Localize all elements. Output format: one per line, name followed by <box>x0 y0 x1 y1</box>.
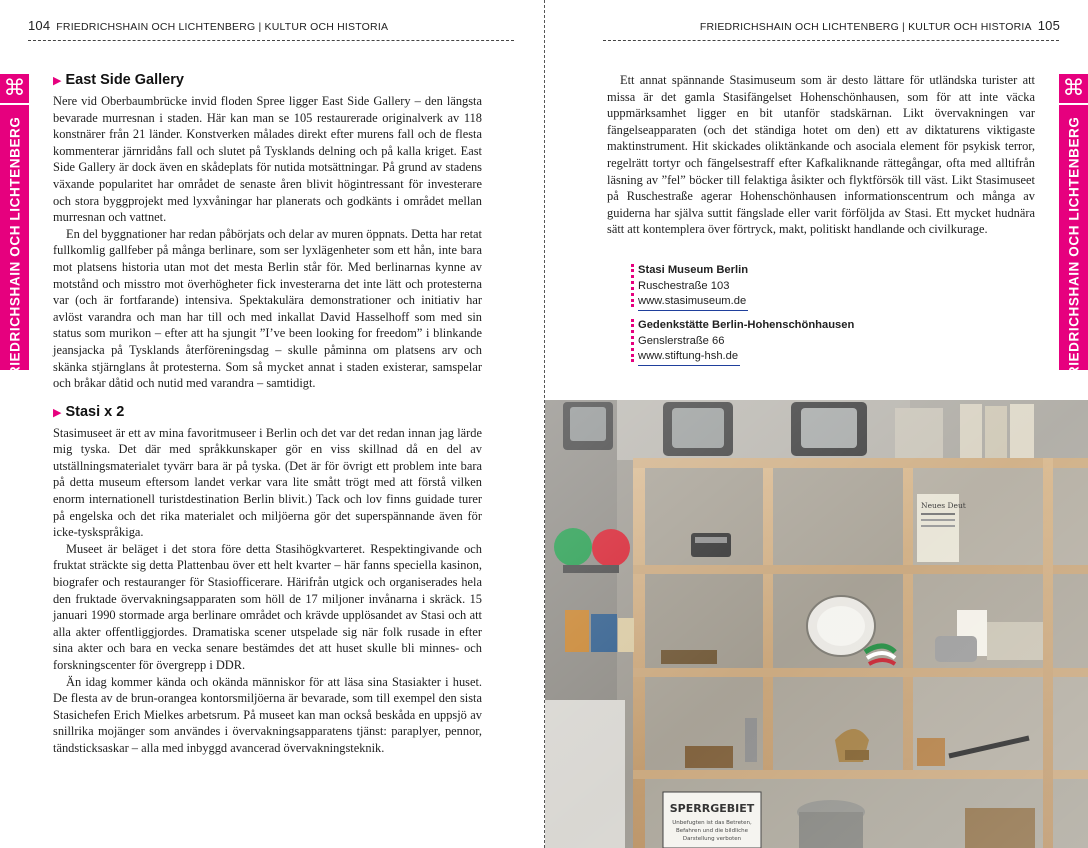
paragraph: Stasimuseet är ett av mina favoritmuseer i Berlin och det var det redan innan jag lärde mig tyska. Det där med språkkunskaper gör en viss skillnad då en del av utställningsmaterialet tyvärr bara är på tyska. (Det är för övrigt ett problem inte bara på detta museum eftersom landet verkar vara lite smått trögt med att förstå vilken enorm internationell turistdestination Berlin blivit.) Tack och lov finns guidade turer på engelska och det rika materialet och miljöerna gör det superspännande även för icke-tyskspråkiga. <box>53 425 482 540</box>
paragraph: Än idag kommer kända och okända människor för att läsa sina Stasiakter i huset. De flesta av de brun-orangea kontorsmiljöerna är bevarade, som till exempel den sista Stasichefen Erich Mielkes arbetsrum. På museet kan man också beskåda en uppsjö av snillrika mojänger som användes i övervakningsapparatens tjänst: paraplyer, pennor, tändsticksaskar – alla med inbyggd avancerad övervakningsteknik. <box>53 674 482 755</box>
left-head-rule <box>28 40 514 41</box>
info-name: Gedenkstätte Berlin-Hohenschönhausen <box>638 319 855 331</box>
right-running-head-text: FRIEDRICHSHAIN OCH LICHTENBERG | KULTUR OCH HISTORIA <box>699 21 1032 33</box>
right-side-tab-label: FRIEDRICHSHAIN OCH LICHTENBERG <box>1066 116 1081 385</box>
right-page-number: 105 <box>1037 18 1060 33</box>
paragraph: Museet är beläget i det stora före detta Stasihögkvarteret. Respektingivande och fruktat sträckte sig detta Plattenbau över ett helt kvarter – här fanns speciella kasinon, biografer och restauranger för Stasiofficerare. Härifrån utgick och organiserades hela den fruktade övervakningsapparaten som höll de 17 miljoner invånarna i skräck. 15 januari 1990 stormade arga berlinare området och krävde upplösandet av Stasi och att alla akter offentliggjordes. Dramatiska scener utspelade sig när folk rusade in efter sina akter och bara en vecka senare bestämdes det att huset skulle bli minnes- och forskningscenter för övergrepp i DDR. <box>53 541 482 672</box>
right-side-tab <box>1059 74 1088 385</box>
paragraph: En del byggnationer har redan påbörjats och delar av muren öppnats. Detta har retat fullkomlig gallfeber på många berlinare, som ser lyxlägenheter som ett hån, inte bara mot platsens historia utan mot det mesta Berlin står för. Med berlinarnas kynne av motstånd och misstro mot överhögheter fick investerarna det inte lätt och protesterna var (och är fortfarande) intensiva. Spektakulära demonstrationer och initiativ har avlöst varandra och man har till och med inkallat David Hasselhoff som med sin status som murikon – efter att ha sjungit ”I’ve been looking for freedom” i blinkande jeansjacka på Tysklands återföreningsdag – skulle påminna om platsens arv och skänka stjärnglans åt protesterna. Som så mycket annat i staden existerar, samspelar och bråkar dåtid och nutid med varandra – samtidigt. <box>53 226 482 391</box>
info-name: Stasi Museum Berlin <box>638 264 749 276</box>
info-url-link[interactable]: www.stasimuseum.de <box>638 294 748 311</box>
heading-text: East Side Gallery <box>65 72 184 88</box>
left-text-column <box>53 72 482 757</box>
paragraph: Nere vid Oberbaumbrücke invid floden Spree ligger East Side Gallery – den längsta bevarade murresnan i staden. Här kan man se 105 restaurerade originalverk av 118 konstnärer från 21 länder. Konstverken målades direkt efter murens fall och de flesta kommenterar järnridåns fall och slutet på Tysklands delning och på kalla kriget. East Side Gallery är dock även en skådeplats för nutida motsättningar. På grund av stadens växande popularitet har området de senaste åren blivit högintressant för investerare och stora byggprojekt med lyxvåningar har planerats och godkänts i området mellan murresnan och vattnet. <box>53 94 482 225</box>
right-running-head <box>700 18 1060 33</box>
triangle-marker-icon: ▶ <box>53 75 62 87</box>
right-page <box>545 0 1088 848</box>
museum-info-box <box>635 262 935 372</box>
dotted-accent-bar <box>631 264 634 307</box>
section-gap <box>53 392 482 404</box>
right-text-column <box>607 72 1035 238</box>
left-running-head <box>28 18 388 33</box>
left-side-tab <box>0 74 29 385</box>
left-running-head-text: FRIEDRICHSHAIN OCH LICHTENBERG | KULTUR OCH HISTORIA <box>56 21 389 33</box>
right-head-rule <box>603 40 1059 41</box>
info-address: Ruschestraße 103 <box>638 280 730 292</box>
info-entry-stasi-museum <box>635 262 935 311</box>
heading-text: Stasi x 2 <box>65 403 125 420</box>
info-address: Genslerstraße 66 <box>638 335 725 347</box>
left-page-number: 104 <box>28 18 51 33</box>
photo-illustration <box>545 400 1088 848</box>
command-icon: ⌘ <box>1059 74 1088 105</box>
dotted-accent-bar <box>631 319 634 362</box>
glass-reflection <box>545 400 1088 848</box>
museum-display-photo <box>545 400 1088 848</box>
section-heading-stasi <box>53 404 482 420</box>
section-heading-east-side-gallery <box>53 72 482 88</box>
info-entry-hohenschonhausen <box>635 317 935 366</box>
info-url-link[interactable]: www.stiftung-hsh.de <box>638 349 740 366</box>
paragraph: Ett annat spännande Stasimuseum som är desto lättare för utländska turister att missa är det gamla Stasifängelset Hohenschönhausen, som för att inte väcka uppmärksamhet ligger en bit utanför stadskärnan. Likt övervakningen var fängelseapparaten (och det ständiga hotet om den) ett av diktaturens viktigaste maktinstrument. Hit skickades oliktänkande och asociala element för psykisk terror, regelrätt tortyr och fängelsestraff efter Kafkaliknande rättegångar, ofta med alltifrån läsning av ”fel” böcker till felaktiga åsikter och flyktförsök till väst. Likt Stasimuseet på Ruschestraße agerar Hohenschönhausen informationscentrum och många av guiderna har själva suttit fängslade eller varit förföljda av Stasi. Ett mycket hudnära sätt att kontemplera över förtryck, makt, politiskt handlande och civilkurage. <box>607 73 1035 237</box>
command-icon: ⌘ <box>0 74 29 105</box>
left-side-tab-label: FRIEDRICHSHAIN OCH LICHTENBERG <box>7 116 22 385</box>
triangle-marker-icon: ▶ <box>53 406 62 419</box>
